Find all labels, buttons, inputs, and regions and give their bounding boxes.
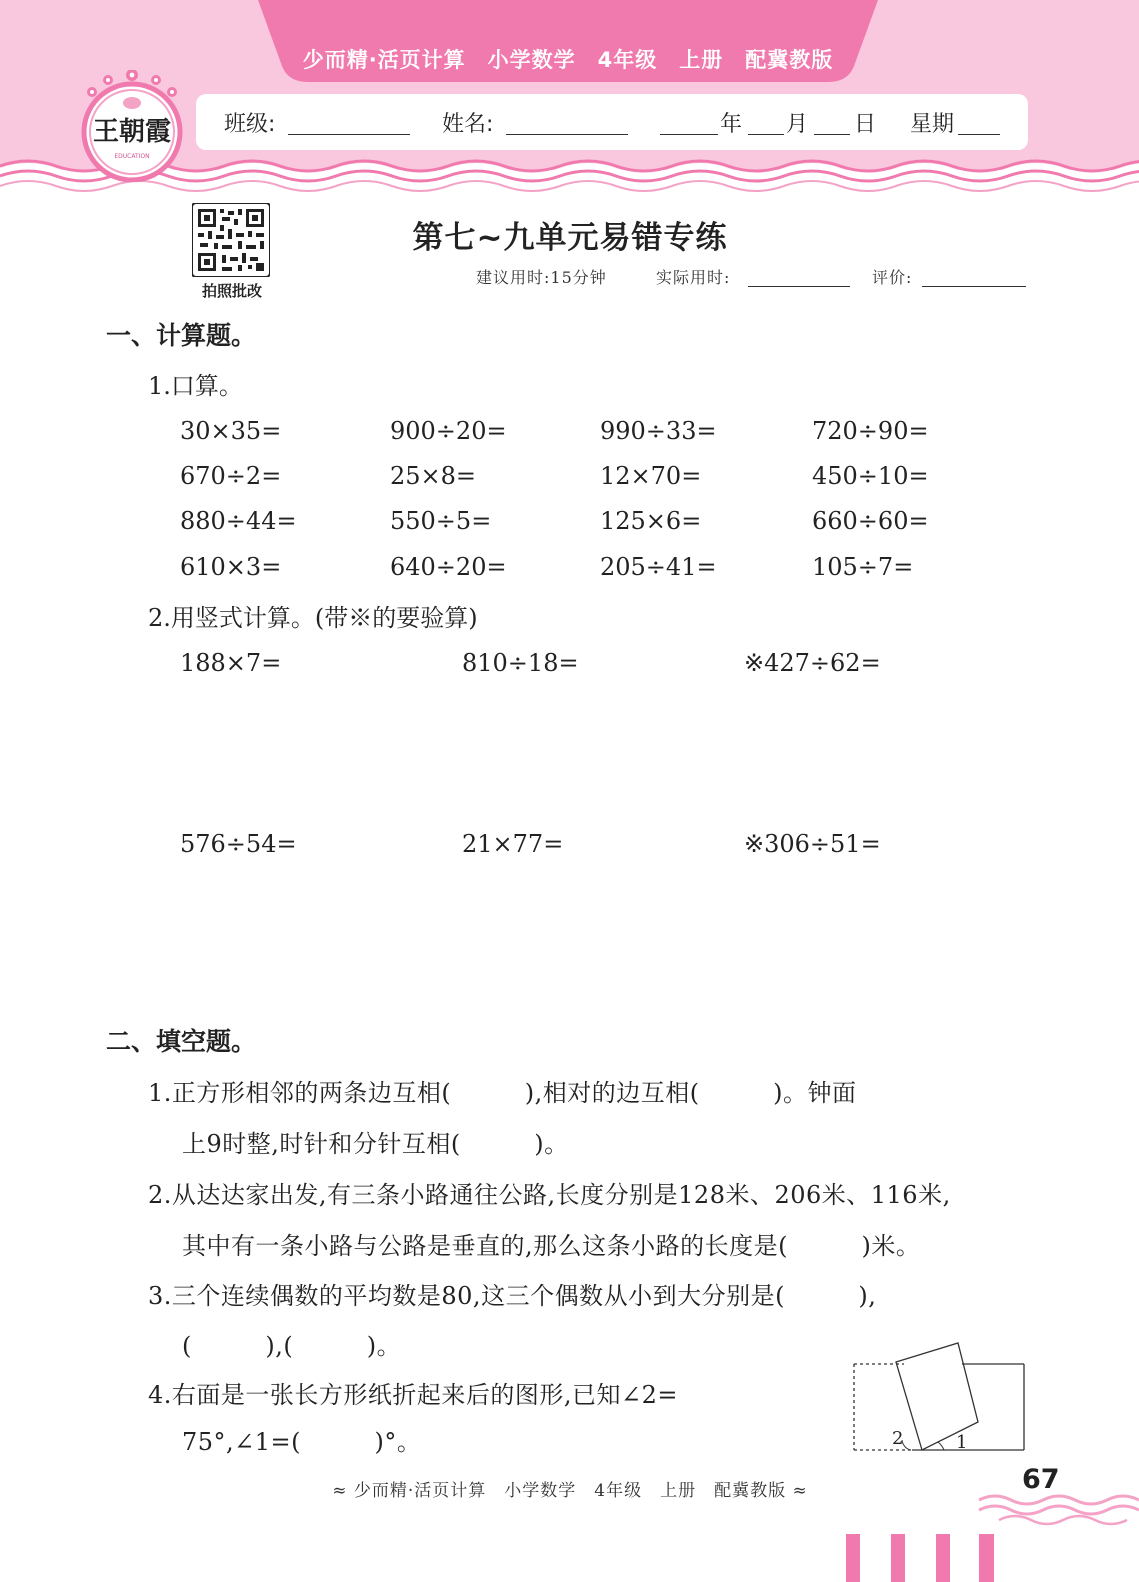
vertical-expression: 21×77=: [462, 830, 564, 858]
evaluation-field[interactable]: [922, 286, 1026, 287]
angle-2-label: 2: [892, 1428, 904, 1449]
section-heading-fill-blank: 二、填空题。: [106, 1027, 257, 1056]
vertical-calc-heading: 2.用竖式计算。(带※的要验算): [148, 604, 478, 632]
series-title: 少而精·活页计算 小学数学 4年级 上册 配冀教版: [302, 48, 834, 72]
evaluation-label: 评价:: [872, 268, 913, 287]
svg-text:EDUCATION: EDUCATION: [114, 153, 150, 160]
oral-expression: 670÷2=: [180, 462, 282, 490]
section-heading-calculation: 一、计算题。: [106, 321, 257, 350]
vertical-expression: 576÷54=: [180, 830, 297, 858]
page-title: 第七~九单元易错专练: [412, 220, 728, 256]
question-1-line-1: 1.正方形相邻的两条边互相( ),相对的边互相( )。钟面: [148, 1079, 857, 1107]
year-field[interactable]: [660, 134, 718, 135]
class-label: 班级:: [224, 112, 276, 137]
oral-expression: 550÷5=: [390, 507, 492, 535]
question-3-line-2: ( ),( )。: [182, 1332, 402, 1360]
weekday-field[interactable]: [958, 134, 1000, 135]
oral-expression: 125×6=: [600, 507, 702, 535]
footer-bars: [846, 1534, 996, 1582]
vertical-expression: 810÷18=: [462, 649, 579, 677]
oral-expression: 880÷44=: [180, 507, 297, 535]
actual-time-field[interactable]: [748, 286, 850, 287]
vertical-expression: ※427÷62=: [744, 649, 881, 677]
oral-calc-heading: 1.口算。: [148, 372, 243, 400]
month-label: 月: [786, 112, 809, 137]
brand-logo: [78, 70, 186, 182]
weekday-label: 星期: [910, 112, 955, 137]
vertical-expression: 188×7=: [180, 649, 282, 677]
suggested-time: 建议用时:15分钟: [476, 268, 607, 287]
oral-expression: 610×3=: [180, 553, 282, 581]
question-2-line-1: 2.从达达家出发,有三条小路通往公路,长度分别是128米、206米、116米,: [148, 1181, 951, 1209]
vertical-expression: ※306÷51=: [744, 830, 881, 858]
month-field[interactable]: [748, 134, 784, 135]
oral-expression: 205÷41=: [600, 553, 717, 581]
actual-time-label: 实际用时:: [656, 268, 731, 287]
student-info-box: [196, 94, 1028, 150]
day-label: 日: [854, 112, 877, 137]
footer-series-text: ≈ 少而精·活页计算 小学数学 4年级 上册 配冀教版 ≈: [332, 1481, 808, 1501]
oral-expression: 25×8=: [390, 462, 477, 490]
name-field[interactable]: [506, 134, 628, 135]
svg-text:王朝霞: 王朝霞: [92, 117, 172, 147]
class-field[interactable]: [288, 134, 410, 135]
oral-expression: 105÷7=: [812, 553, 914, 581]
qr-caption: 拍照批改: [201, 282, 262, 300]
qr-code-icon[interactable]: [192, 203, 270, 277]
question-3-line-1: 3.三个连续偶数的平均数是80,这三个偶数从小到大分别是( ),: [148, 1282, 877, 1310]
oral-expression: 720÷90=: [812, 417, 929, 445]
day-field[interactable]: [814, 134, 850, 135]
year-label: 年: [720, 112, 743, 137]
oral-expression: 30×35=: [180, 417, 282, 445]
oral-expression: 900÷20=: [390, 417, 507, 445]
question-4-line-2: 75°,∠1=( )°。: [182, 1428, 422, 1456]
question-1-line-2: 上9时整,时针和分针互相( )。: [182, 1130, 569, 1158]
oral-expression: 990÷33=: [600, 417, 717, 445]
oral-expression: 12×70=: [600, 462, 702, 490]
oral-expression: 660÷60=: [812, 507, 929, 535]
question-4-line-1: 4.右面是一张长方形纸折起来后的图形,已知∠2=: [148, 1381, 679, 1409]
oral-expression: 640÷20=: [390, 553, 507, 581]
name-label: 姓名:: [442, 112, 494, 137]
angle-1-label: 1: [956, 1432, 968, 1453]
page-number: 67: [1022, 1464, 1060, 1495]
folded-paper-figure: [852, 1340, 1030, 1456]
question-2-line-2: 其中有一条小路与公路是垂直的,那么这条小路的长度是( )米。: [182, 1232, 921, 1260]
oral-expression: 450÷10=: [812, 462, 929, 490]
